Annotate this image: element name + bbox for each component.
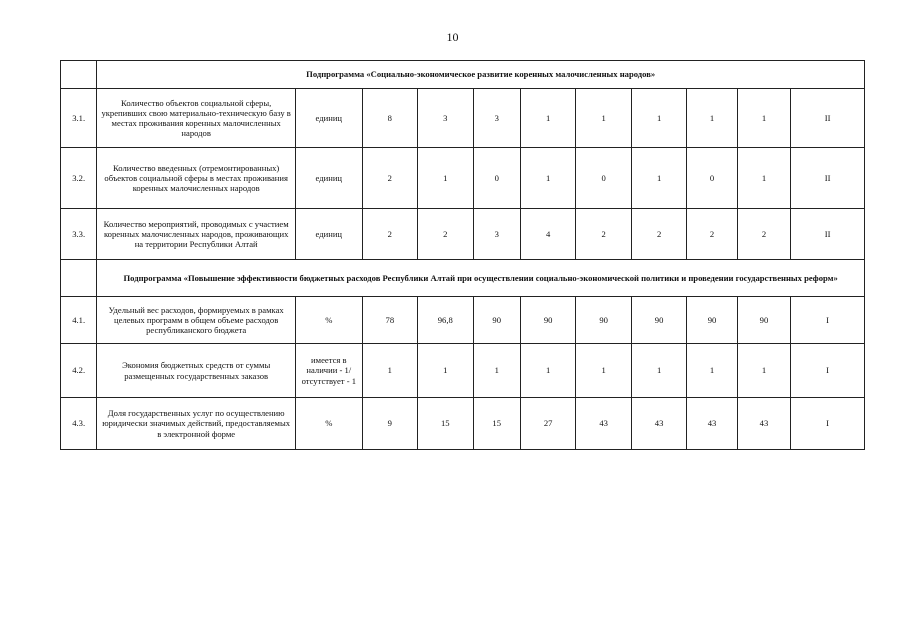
value-cell: 1 [631,89,686,148]
indicators-table [60,60,865,450]
value-cell: 78 [362,297,417,344]
value-cell: 2 [737,209,790,260]
unit-cell: % [296,398,363,450]
indicator-description: Количество введенных (отремонтированных) объектов социальной сферы в местах проживания коренных малочисленных народов [97,148,296,209]
value-cell: 1 [576,89,631,148]
value-cell: 90 [687,297,737,344]
value-cell: 2 [362,148,417,209]
value-cell: 1 [362,344,417,398]
value-cell: 90 [520,297,575,344]
value-cell: 4 [520,209,575,260]
value-cell: 90 [631,297,686,344]
value-cell: 1 [737,344,790,398]
indicator-description: Количество объектов социальной сферы, укрепивших свою материально-техническую базу в местах проживания коренных малочисленных народов [97,89,296,148]
class-cell: II [791,209,865,260]
value-cell: 8 [362,89,417,148]
class-cell: II [791,89,865,148]
value-cell: 43 [687,398,737,450]
table-row [61,148,865,209]
class-cell: I [791,398,865,450]
empty-cell [61,260,97,297]
unit-cell: единиц [296,89,363,148]
value-cell: 43 [737,398,790,450]
row-number: 4.3. [61,398,97,450]
value-cell: 1 [520,344,575,398]
value-cell: 15 [418,398,473,450]
table-row [61,209,865,260]
value-cell: 2 [576,209,631,260]
table-row [61,297,865,344]
unit-cell: имеется в наличии - 1/ отсутствует - 1 [296,344,363,398]
unit-cell: % [296,297,363,344]
empty-cell [61,61,97,89]
value-cell: 1 [687,89,737,148]
value-cell: 2 [687,209,737,260]
table-row [61,398,865,450]
value-cell: 2 [631,209,686,260]
page-number: 10 [446,30,459,44]
row-number: 3.2. [61,148,97,209]
value-cell: 90 [473,297,520,344]
table-row [61,89,865,148]
value-cell: 1 [737,148,790,209]
value-cell: 9 [362,398,417,450]
indicator-description: Экономия бюджетных средств от суммы размещенных государственных заказов [97,344,296,398]
value-cell: 1 [520,89,575,148]
subprogram-header-row [61,260,865,297]
value-cell: 90 [737,297,790,344]
subprogram-title: Подпрограмма «Социально-экономическое развитие коренных малочисленных народов» [97,61,865,89]
value-cell: 27 [520,398,575,450]
class-cell: I [791,297,865,344]
value-cell: 1 [687,344,737,398]
unit-cell: единиц [296,209,363,260]
value-cell: 3 [418,89,473,148]
row-number: 4.2. [61,344,97,398]
value-cell: 1 [631,344,686,398]
indicator-description: Количество мероприятий, проводимых с участием коренных малочисленных народов, проживающих на территории Республики Алтай [97,209,296,260]
value-cell: 90 [576,297,631,344]
value-cell: 0 [576,148,631,209]
value-cell: 3 [473,89,520,148]
value-cell: 2 [418,209,473,260]
subprogram-header-row [61,61,865,89]
unit-cell: единиц [296,148,363,209]
value-cell: 1 [631,148,686,209]
indicator-description: Доля государственных услуг по осуществлению юридически значимых действий, предоставляемых в электронной форме [97,398,296,450]
value-cell: 43 [576,398,631,450]
indicator-description: Удельный вес расходов, формируемых в рамках целевых программ в общем объеме расходов республиканского бюджета [97,297,296,344]
value-cell: 1 [576,344,631,398]
row-number: 3.1. [61,89,97,148]
subprogram-title: Подпрограмма «Повышение эффективности бюджетных расходов Республики Алтай при осуществлении социально-экономической политики и проведении государственных реформ» [97,260,865,297]
value-cell: 1 [473,344,520,398]
table-row [61,344,865,398]
row-number: 4.1. [61,297,97,344]
class-cell: I [791,344,865,398]
value-cell: 96,8 [418,297,473,344]
class-cell: II [791,148,865,209]
value-cell: 1 [520,148,575,209]
value-cell: 0 [687,148,737,209]
value-cell: 1 [418,148,473,209]
value-cell: 1 [737,89,790,148]
value-cell: 0 [473,148,520,209]
value-cell: 15 [473,398,520,450]
value-cell: 2 [362,209,417,260]
value-cell: 43 [631,398,686,450]
value-cell: 1 [418,344,473,398]
value-cell: 3 [473,209,520,260]
row-number: 3.3. [61,209,97,260]
